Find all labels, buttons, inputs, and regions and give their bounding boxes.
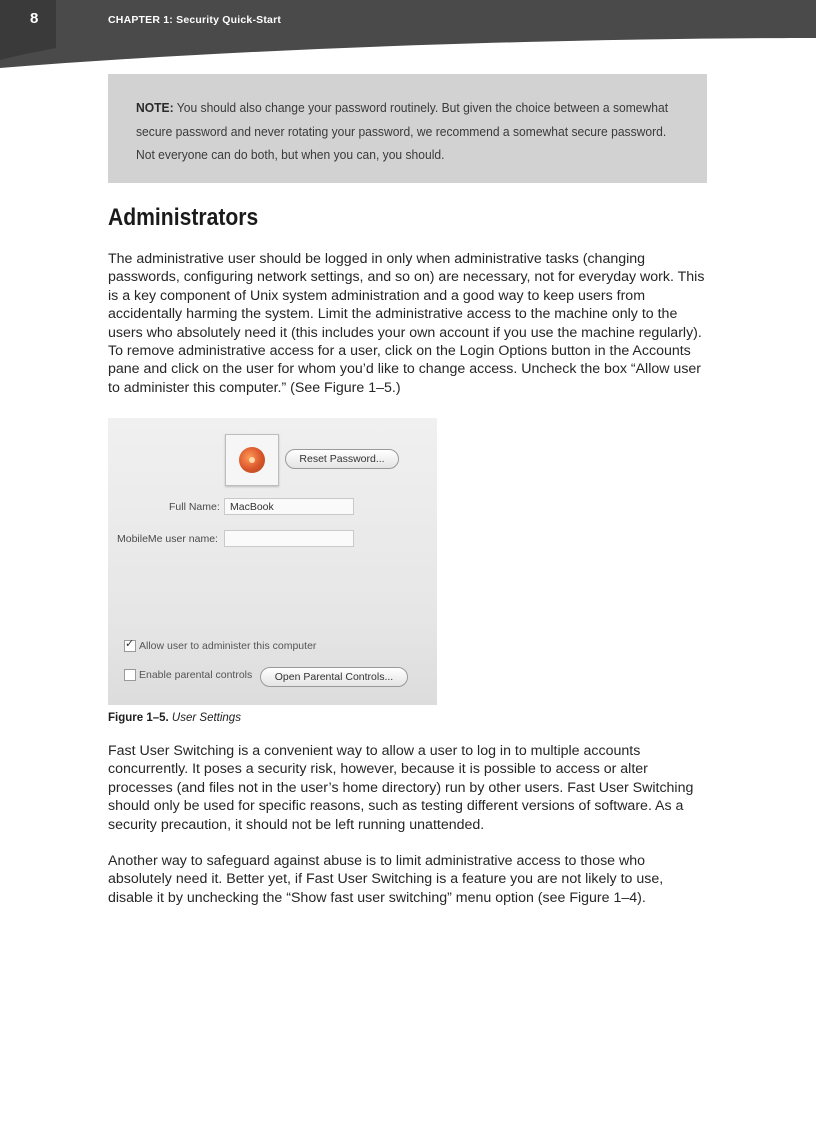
mobileme-label: MobileMe user name: [117,533,218,545]
section-title: Administrators [108,204,259,231]
open-parental-controls-button[interactable]: Open Parental Controls... [260,667,408,687]
parental-controls-row [124,669,252,681]
user-settings-figure [108,418,437,705]
full-name-label: Full Name: [169,501,220,513]
allow-admin-row [124,640,316,652]
full-name-field[interactable]: MacBook [224,498,354,515]
chapter-title: CHAPTER 1: Security Quick-Start [108,14,282,26]
allow-admin-checkbox[interactable] [124,640,136,652]
header-band [0,0,816,75]
note-body: You should also change your password routinely. But given the choice between a somewhat secure password and never rotating your password, we recommend a somewhat secure password. Not everyone can do both, but when you can, you should. [136,100,669,162]
paragraph-safeguard: Another way to safeguard against abuse is to limit administrative access to those who absolutely need it. Better yet, if Fast User Switching is a feature you are not likely to use, disable it by unchecking the “Show fast user switching” menu option (see Figure 1–4). [108,853,664,906]
caption-text: User Settings [171,712,241,724]
note-text [136,96,685,167]
note-box [108,74,707,183]
caption-label: Figure 1–5. [108,712,169,724]
user-picture-well[interactable] [225,434,279,486]
user-picture-icon [239,447,265,473]
reset-password-button[interactable]: Reset Password... [285,449,399,469]
parental-controls-label: Enable parental controls [139,669,253,681]
paragraph-fast-user-switching: Fast User Switching is a convenient way to allow a user to log in to multiple accounts concurrently. It poses a security risk, however, because it is possible to access or alter processes (and files not in the user’s home directory) run by other users. Fast User Switching should only be used for specific reasons, such as testing different versions of software. As a security precaution, it should not be left running unattended. [108,743,694,833]
user-picture-highlight [249,457,255,463]
note-label: NOTE: [136,100,174,115]
parental-controls-checkbox[interactable] [124,669,136,681]
page-number: 8 [30,10,39,27]
allow-admin-label: Allow user to administer this computer [139,640,317,652]
figure-caption [108,712,241,724]
mobileme-field[interactable] [224,530,354,547]
paragraph-administrative-user: The administrative user should be logged in only when administrative tasks (changing passwords, configuring network settings, and so on) are necessary, not for everyday work. This is a key component of Unix system administration and a good way to keep users from accidentally harming the system. Limit the administrative access to the machine only to the users who absolutely need it (this includes your own account if you use the machine regularly). To remove administrative access for a user, click on the Login Options button in the Accounts pane and click on the user for whom you’d like to change access. Uncheck the box “Allow user to administer this computer.” (See Figure 1–5.) [108,251,705,396]
figure-panel [108,418,437,705]
